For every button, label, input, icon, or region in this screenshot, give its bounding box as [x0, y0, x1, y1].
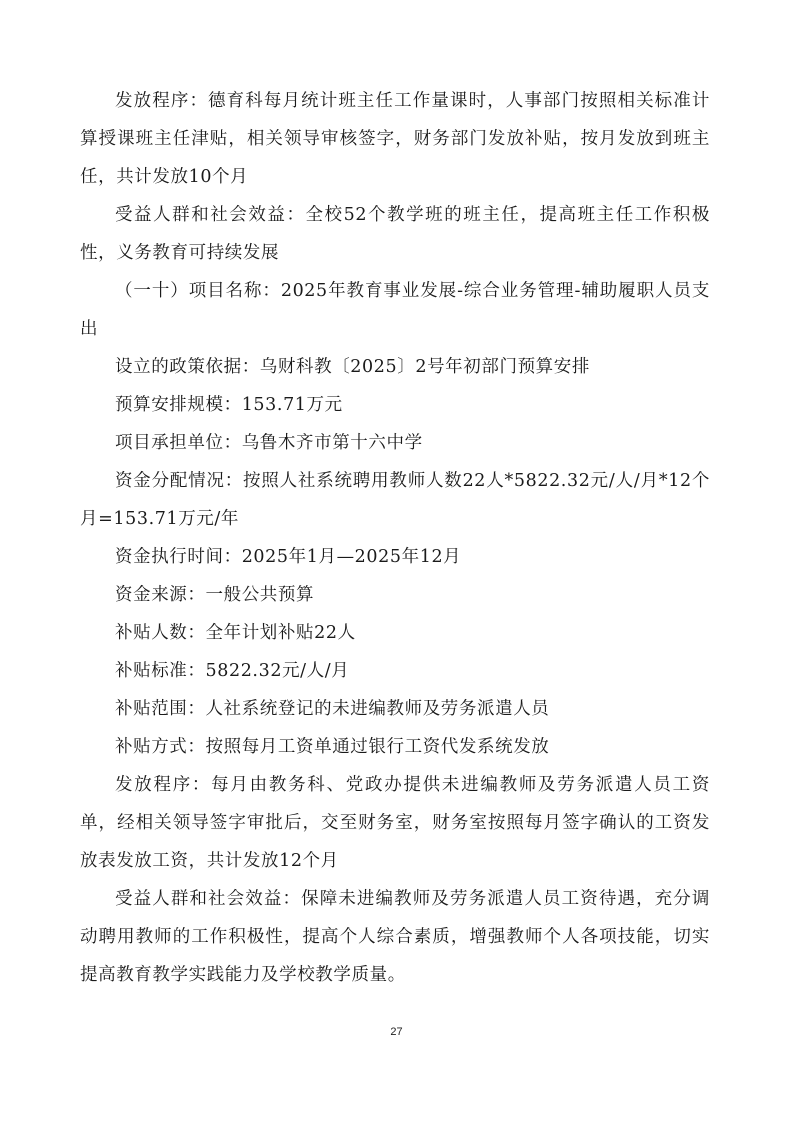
- paragraph-fund-source: 资金来源：一般公共预算: [115, 585, 315, 605]
- paragraph-undertaking-unit: 项目承担单位：乌鲁木齐市第十六中学: [115, 433, 423, 453]
- paragraph-fund-allocation: 资金分配情况：按照人社系统聘用教师人数22人*5822.32元/人/月*12个月=153.71万元/年: [80, 471, 710, 529]
- paragraph-issuing-procedure-2: 发放程序：每月由教务科、党政办提供未进编教师及劳务派遣人员工资单，经相关领导签字审批后，交至财务室，财务室按照每月签字确认的工资发放表发放工资，共计发放12个月: [80, 775, 710, 871]
- paragraph-execution-time: 资金执行时间：2025年1月—2025年12月: [115, 547, 462, 567]
- paragraph-beneficiaries-2: 受益人群和社会效益：保障未进编教师及劳务派遣人员工资待遇，充分调动聘用教师的工作积极性，提高个人综合素质，增强教师个人各项技能，切实提高教育教学实践能力及学校教学质量。: [80, 889, 710, 985]
- paragraph-project-heading: （一十）项目名称：2025年教育事业发展-综合业务管理-辅助履职人员支出: [80, 281, 710, 339]
- body-text: [80, 82, 710, 994]
- paragraph-subsidy-standard: 补贴标准：5822.32元/人/月: [115, 661, 350, 681]
- paragraph-issuing-procedure-1: 发放程序：德育科每月统计班主任工作量课时，人事部门按照相关标准计算授课班主任津贴，相关领导审核签字，财务部门发放补贴，按月发放到班主任，共计发放10个月: [80, 91, 710, 187]
- paragraph-beneficiaries-1: 受益人群和社会效益：全校52个教学班的班主任，提高班主任工作积极性，义务教育可持续发展: [80, 205, 710, 263]
- paragraph-budget-scale: 预算安排规模：153.71万元: [115, 395, 343, 415]
- paragraph-subsidy-count: 补贴人数：全年计划补贴22人: [115, 623, 356, 643]
- paragraph-subsidy-method: 补贴方式：按照每月工资单通过银行工资代发系统发放: [115, 737, 550, 757]
- paragraph-policy-basis: 设立的政策依据：乌财科教〔2025〕2号年初部门预算安排: [115, 357, 590, 377]
- paragraph-subsidy-scope: 补贴范围：人社系统登记的未进编教师及劳务派遣人员: [115, 699, 550, 719]
- page-number: 27: [390, 1026, 403, 1038]
